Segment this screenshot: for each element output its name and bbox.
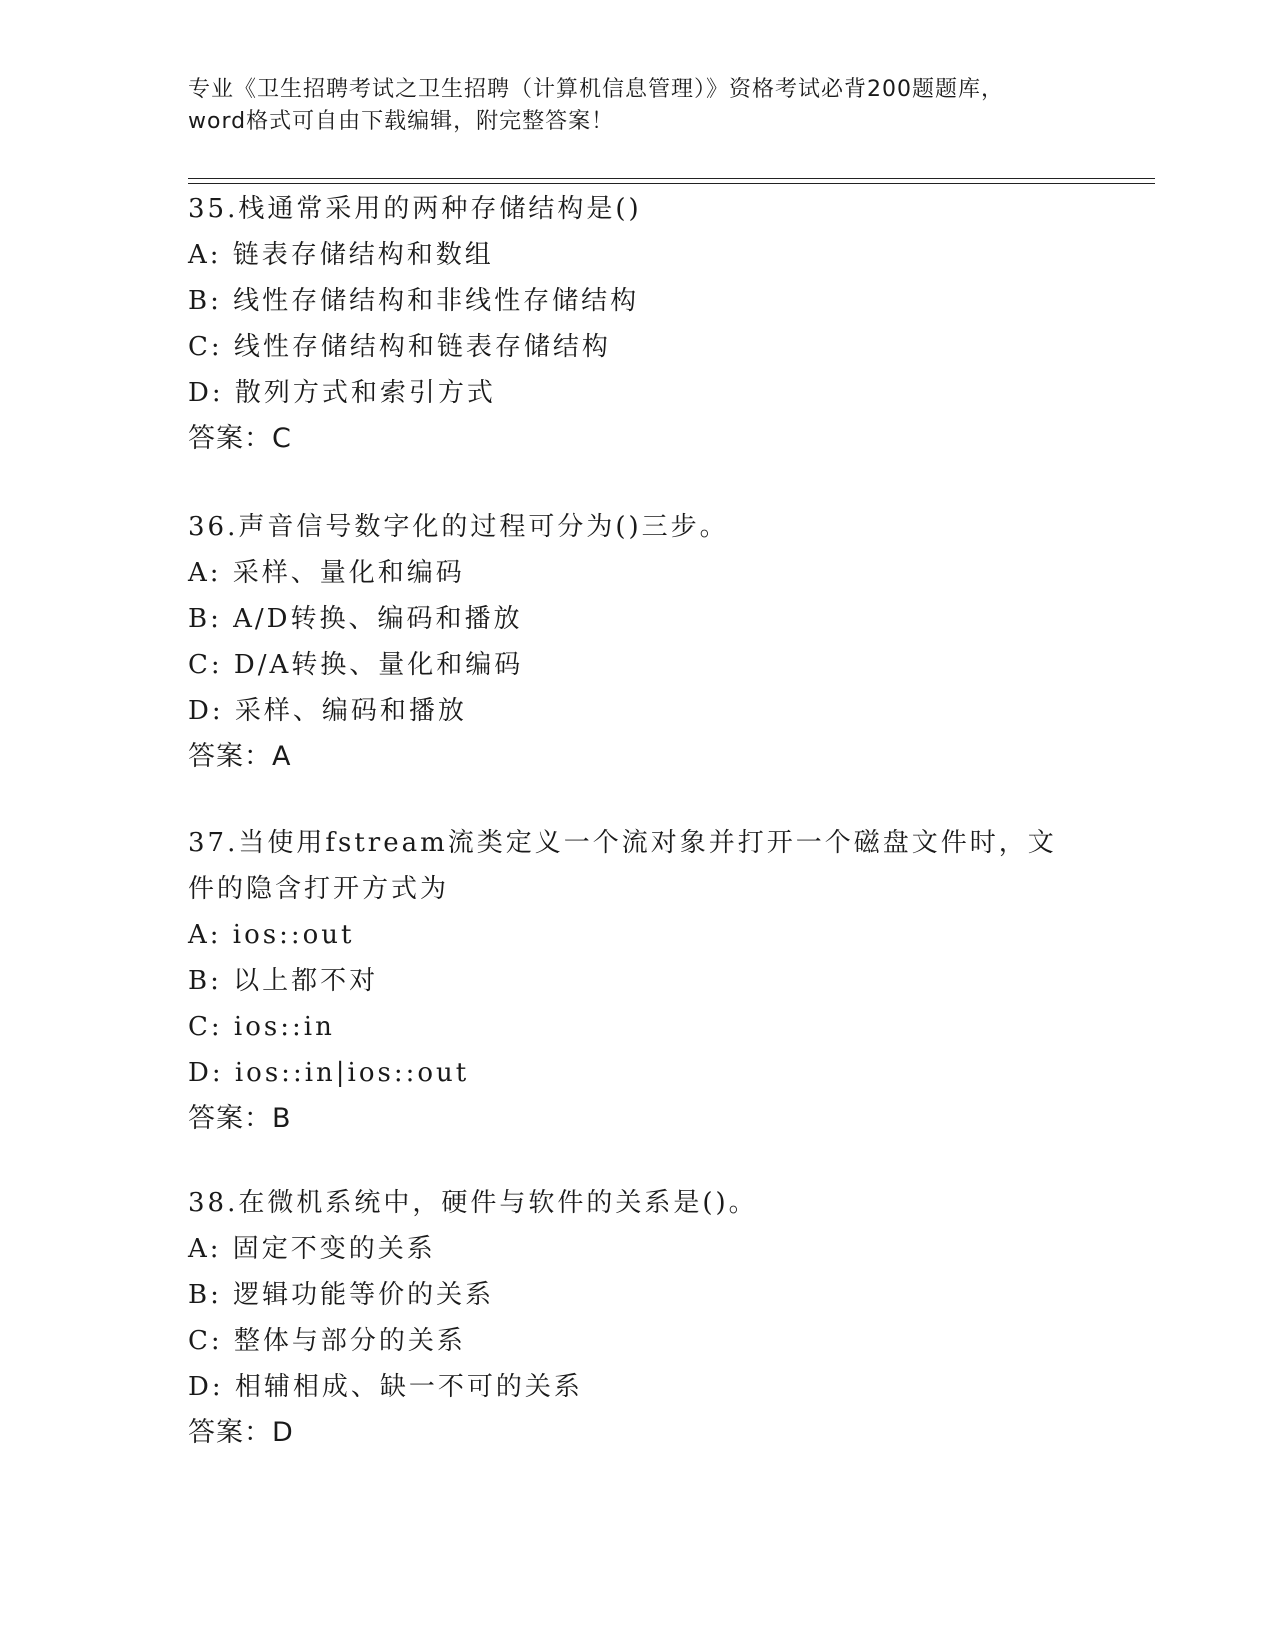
option-a: A: 链表存储结构和数组 [188,240,494,270]
option-b: B: 逻辑功能等价的关系 [188,1280,495,1310]
option-b: B: A/D转换、编码和播放 [188,604,523,634]
answer-label: 答案：A [188,741,292,772]
option-c: C: 线性存储结构和链表存储结构 [188,332,611,362]
option-d: D: ios::in|ios::out [188,1058,470,1088]
question-36 [188,504,1088,780]
question-text: 35.栈通常采用的两种存储结构是() [188,194,642,224]
option-c: C: 整体与部分的关系 [188,1326,466,1356]
question-text: 36.声音信号数字化的过程可分为()三步。 [188,512,729,542]
question-37 [188,820,1088,1142]
header-divider-top [188,178,1155,179]
answer-label: 答案：D [188,1417,294,1448]
option-a: A: 固定不变的关系 [188,1234,436,1264]
header-divider-bottom [188,183,1155,184]
answer-label: 答案：B [188,1103,292,1134]
header-title-line-1: 专业《卫生招聘考试之卫生招聘（计算机信息管理）》资格考试必背200题题库， [188,77,1004,102]
option-b: B: 线性存储结构和非线性存储结构 [188,286,640,316]
option-c: C: ios::in [188,1012,335,1042]
option-d: D: 采样、编码和播放 [188,696,467,726]
option-d: D: 散列方式和索引方式 [188,378,496,408]
question-text: 37.当使用fstream流类定义一个流对象并打开一个磁盘文件时，文件的隐含打开方式为 [188,828,1057,904]
question-35 [188,186,1088,462]
question-text: 38.在微机系统中，硬件与软件的关系是()。 [188,1188,758,1218]
question-38 [188,1180,1088,1456]
option-a: A: ios::out [188,920,355,950]
option-a: A: 采样、量化和编码 [188,558,465,588]
document-header [188,74,1088,138]
option-b: B: 以上都不对 [188,966,379,996]
header-title-line-2: word格式可自由下载编辑，附完整答案！ [188,109,615,134]
option-c: C: D/A转换、量化和编码 [188,650,524,680]
answer-label: 答案：C [188,423,292,454]
option-d: D: 相辅相成、缺一不可的关系 [188,1372,583,1402]
